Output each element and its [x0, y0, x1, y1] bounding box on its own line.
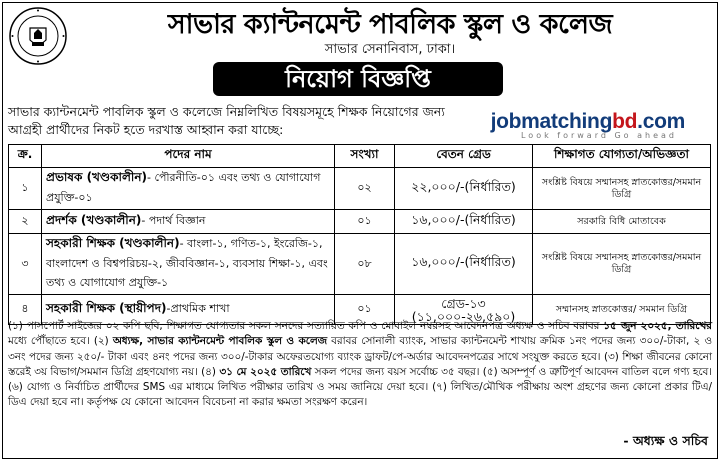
row-qualification: সম্মানসহ স্নাতকোত্তর/ সমমান ডিগ্রি	[533, 295, 711, 325]
table-row	[9, 168, 711, 210]
table-row	[9, 234, 711, 295]
row-pay: ২২,০০০/-(নির্ধারিত)	[395, 168, 533, 210]
signature: - অধ্যক্ষ ও সচিব	[623, 433, 708, 448]
row-pay: ১৬,০০০/-(নির্ধারিত)	[395, 234, 533, 295]
row-count: ০৮	[335, 234, 395, 295]
row-serial: ১	[9, 168, 42, 210]
post-title: প্রভাষক (খণ্ডকালীন)	[46, 170, 148, 184]
school-address: সাভার সেনানিবাস, ঢাকা।	[324, 42, 456, 57]
watermark-part3: .com	[637, 110, 685, 133]
condition-4-rest: সকল পদের জন্য বয়স সর্বোচ্চ ৩৫ বছর। (৫) অসম্পূর্ণ ও ত্রুটিপূর্ণ আবেদন বাতিল বলে গণ্য হবে। (৬) যোগ্য ও নির্বাচিত প্রার্থীদের SMS এর মাধ্যমে লিখিত পরীক্ষার তারিখ ও সময় জানিয়ে দেয়া হবে। (৭) লিখিত/মৌখিক পরীক্ষায় অংশ গ্রহণের জন্য কোনো প্রকার টিএ/ডিএ দেয়া হবে না। কর্তৃপক্ষ যে কোনো আবেদন বিবেচনা না করার ক্ষমতা সংরক্ষণ করেন।	[8, 365, 713, 409]
row-count: ০১	[335, 210, 395, 234]
condition-1a: (১) পাসপোর্ট সাইজের ০২ কপি ছবি, শিক্ষাগত যোগ্যতার সকল সনদের সত্যায়িত কপি ও মোবাইল নম্বরসহ আবেদনপত্র অধ্যক্ষ ও সচিব বরাবর	[8, 320, 600, 332]
row-post	[42, 168, 335, 210]
header-serial: ক্র.	[9, 145, 42, 168]
condition-2-rest: বরাবর সোনালী ব্যাংক, সাভার ক্যান্টনমেন্ট শাখায় ক্রমিক ১নং পদের জন্য ৩০০/-টাকা, ২ ও ৩নং পদের জন্য ২৫০/- টাকা এবং ৪নং পদের জন্য ৩০০/-টাকার অফেরতযোগ্য ব্যাংক ড্রাফট/পে-অর্ডার আবেদনপত্রের সাথে সংযুক্ত করতে হবে। (৩) শিক্ষা জীবনের কোনো স্তরেই ৩য় বিভাগ/সমমান ডিগ্রি গ্রহণযোগ্য নয়।	[8, 335, 712, 378]
condition-age-date: ৩১ মে ২০২৫ তারিখে	[219, 365, 312, 378]
post-detail: -প্রাথমিক শাখা	[166, 301, 230, 315]
post-detail: - বাংলা-১, গণিত-১, ইংরেজি-১, বাংলাদেশ ও বিশ্বপরিচয়-২, জীববিজ্ঞান-১, ব্যবসায় শিক্ষা-১, এবং তথ্য ও যোগাযোগ প্রযুক্তি-১	[46, 237, 328, 289]
header-count: সংখ্যা	[335, 145, 395, 168]
row-post	[42, 210, 335, 234]
watermark-tagline: Look forward Go ahead	[520, 131, 677, 140]
row-qualification: সরকারি বিধি মোতাবেক	[533, 210, 711, 234]
post-detail: - পৌরনীতি-০১ এবং তথ্য ও যোগাযোগ প্রযুক্তি-০১	[46, 171, 321, 204]
watermark-part2: bd	[612, 110, 638, 133]
header-qualification: শিক্ষাগত যোগ্যতা/অভিজ্ঞতা	[533, 145, 711, 168]
post-detail: - পদার্থ বিজ্ঞান	[141, 213, 206, 227]
conditions-text	[8, 319, 712, 411]
condition-4a: (৪)	[201, 365, 220, 378]
row-serial: ৪	[9, 295, 42, 325]
row-count: ০২	[335, 168, 395, 210]
header-post: পদের নাম	[42, 145, 335, 168]
post-title: প্রদর্শক (খণ্ডকালীন)	[46, 212, 142, 227]
row-qualification: সংশ্লিষ্ট বিষয়ে সম্মানসহ স্নাতকোত্তর/সমমান ডিগ্রি	[533, 234, 711, 295]
vacancy-table	[8, 144, 711, 325]
table-header-row	[9, 145, 711, 168]
table-row	[9, 210, 711, 234]
condition-deadline: ১৫ জুন ২০২৫, তারিখের	[603, 320, 712, 332]
row-serial: ২	[9, 210, 42, 234]
row-qualification: সংশ্লিষ্ট বিষয়ে সম্মানসহ স্নাতকোত্তর/সমমান ডিগ্রি	[533, 168, 711, 210]
pay-grade: গ্রেড-১৩	[441, 295, 486, 311]
header-pay: বেতন গ্রেড	[395, 145, 533, 168]
condition-payee: অধ্যক্ষ, সাভার ক্যান্টনমেন্ট পাবলিক স্কুল ও কলেজ	[112, 335, 327, 348]
school-name: সাভার ক্যান্টনমেন্ট পাবলিক স্কুল ও কলেজ	[167, 9, 613, 40]
post-title: সহকারী শিক্ষক (খণ্ডকালীন)	[46, 236, 180, 250]
row-pay: ১৬,০০০/-(নির্ধারিত)	[395, 210, 533, 234]
row-count: ০১	[335, 295, 395, 325]
watermark-part1: jobmatching	[490, 110, 613, 133]
school-crest-logo	[8, 6, 68, 66]
condition-1b: মধ্যে পৌঁছাতে হবে। (২)	[8, 335, 113, 348]
row-post	[42, 234, 335, 295]
pay-scale: (১১,০০০-২৬,৫৯০)	[411, 308, 516, 324]
row-serial: ৩	[9, 234, 42, 295]
intro-text: সাভার ক্যান্টনমেন্ট পাবলিক স্কুল ও কলেজে নিম্নলিখিত বিষয়সমূহে শিক্ষক নিয়োগের জন্য আগ্রহী প্রার্থীদের নিকট হতে দরখাস্ত আহ্বান করা যাচ্ছে:	[8, 104, 445, 137]
notice-title: নিয়োগ বিজ্ঞপ্তি	[213, 62, 503, 96]
post-title: সহকারী শিক্ষক (স্থায়ীপদ)	[46, 300, 167, 315]
watermark	[470, 110, 685, 140]
